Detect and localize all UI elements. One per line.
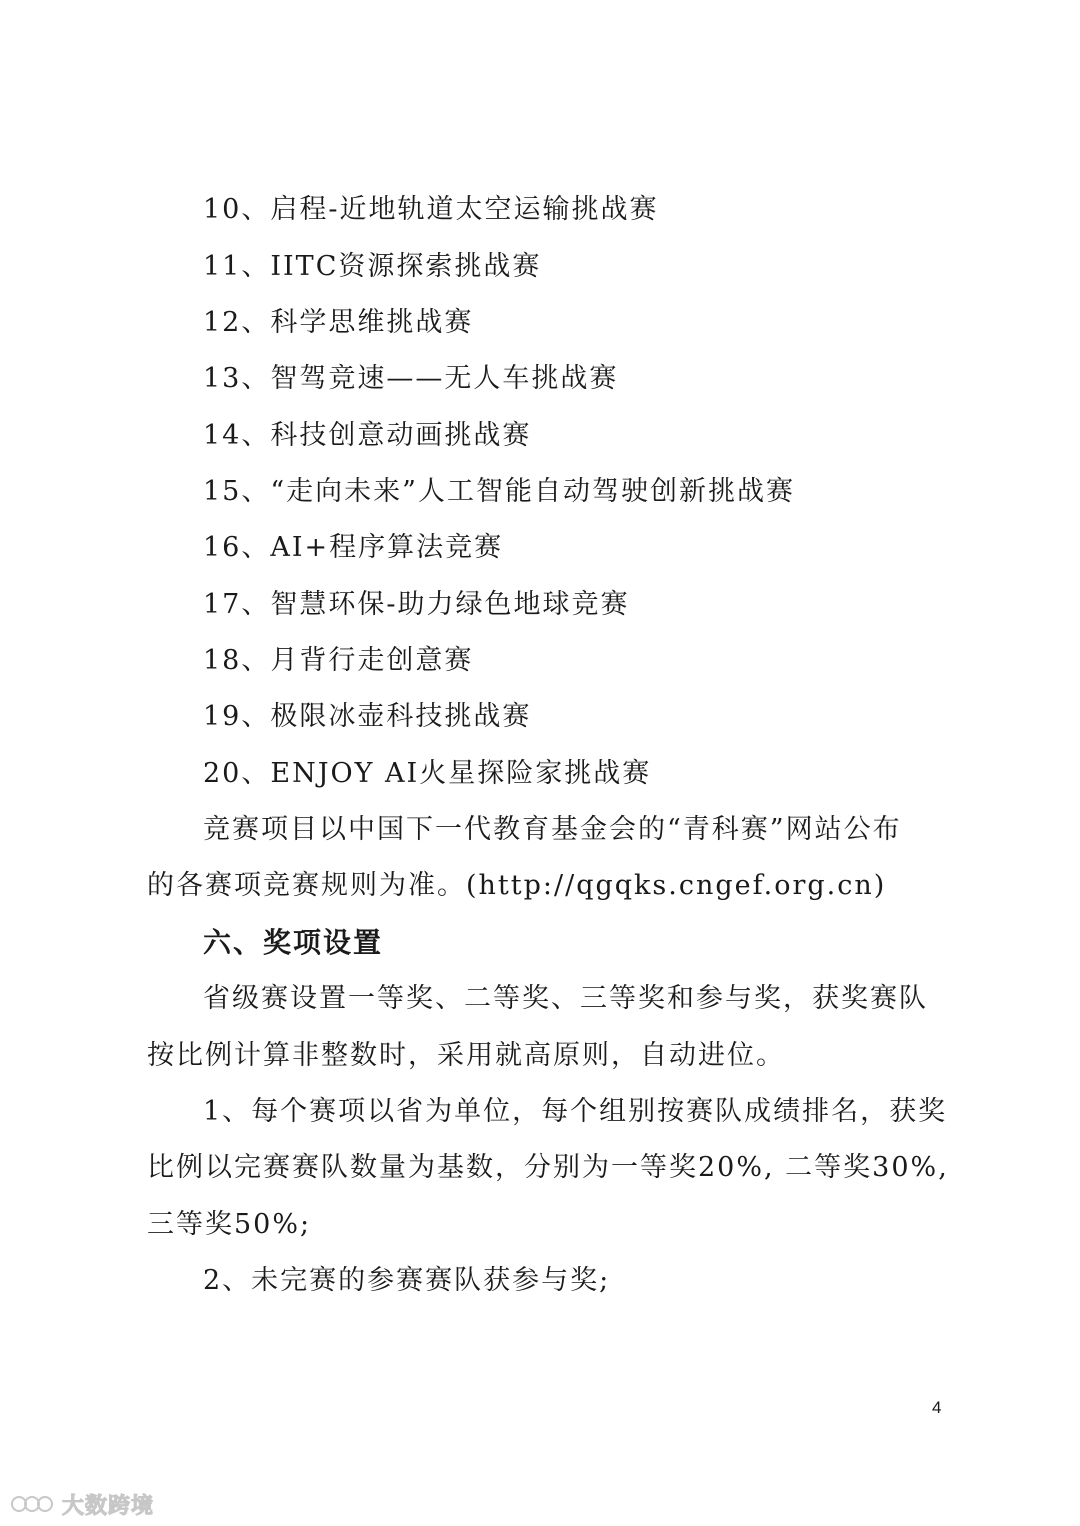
competition-list-item: 15、“走向未来”人工智能自动驾驶创新挑战赛: [203, 476, 795, 507]
competition-list-item: 16、AI+程序算法竞赛: [203, 532, 504, 563]
section-heading: 六、奖项设置: [203, 926, 384, 959]
competition-list-item: 13、智驾竞速——无人车挑战赛: [203, 363, 619, 394]
award-intro-line-2: 按比例计算非整数时，采用就高原则，自动进位。: [147, 1040, 785, 1071]
competition-list-item: 17、智慧环保-助力绿色地球竞赛: [203, 589, 630, 620]
competition-note-line-1: 竞赛项目以中国下一代教育基金会的“青科赛”网站公布: [203, 814, 902, 845]
watermark: [10, 1488, 154, 1520]
competition-note-line-2: 的各赛项竞赛规则为准。(http://qgqks.cngef.org.cn): [147, 870, 887, 901]
competition-list-item: 18、月背行走创意赛: [203, 645, 474, 676]
competition-list-item: 11、IITC资源探索挑战赛: [203, 251, 542, 282]
rule-1-line-1: 1、每个赛项以省为单位，每个组别按赛队成绩排名，获奖: [203, 1096, 948, 1127]
watermark-logo-icon: [10, 1492, 56, 1516]
competition-list-item: 14、科技创意动画挑战赛: [203, 420, 532, 451]
page-number: 4: [932, 1398, 942, 1417]
competition-list-item: 12、科学思维挑战赛: [203, 307, 474, 338]
watermark-text: 大数跨境: [62, 1493, 155, 1519]
rule-1-line-3: 三等奖50%;: [147, 1209, 312, 1240]
rule-1-line-2: 比例以完赛赛队数量为基数，分别为一等奖20%, 二等奖30%,: [147, 1152, 949, 1183]
award-intro-line-1: 省级赛设置一等奖、二等奖、三等奖和参与奖，获奖赛队: [203, 983, 928, 1014]
rule-2: 2、未完赛的参赛赛队获参与奖;: [203, 1265, 611, 1296]
competition-list-item: 19、极限冰壶科技挑战赛: [203, 701, 532, 732]
competition-list-item: 20、ENJOY AI火星探险家挑战赛: [203, 758, 652, 789]
competition-list-item: 10、启程-近地轨道太空运输挑战赛: [203, 194, 659, 225]
